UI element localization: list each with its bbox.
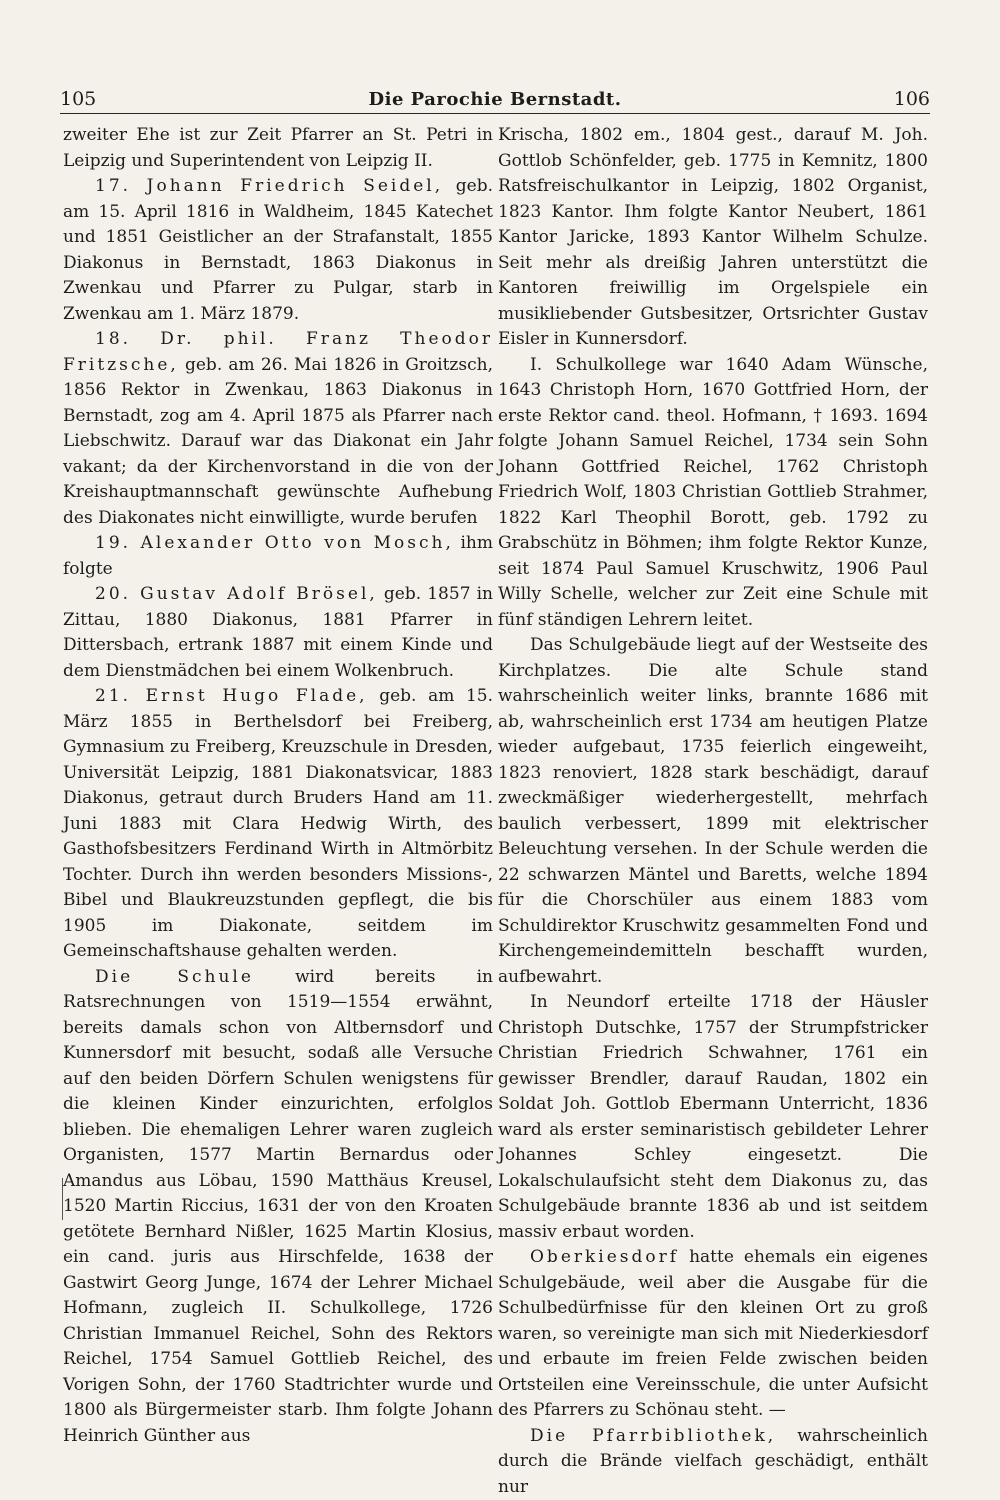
section-heading: Die Schule [95, 967, 254, 987]
paragraph: 20. Gustav Adolf Brösel, geb. 1857 in Zittau, 1880 Diakonus, 1881 Pfarrer in Dittersbach, ertrank 1887 mit einem Kinde und dem Dienstmädchen bei einem Wolkenbruch. [63, 582, 493, 684]
entry-name: 18. Dr. phil. Franz Theodor Fritzsche, [63, 329, 493, 375]
entry-name: 17. Johann Friedrich Seidel, [95, 176, 443, 196]
paragraph: Krischa, 1802 em., 1804 gest., darauf M. Joh. Gottlob Schönfelder, geb. 1775 in Kemnitz, 1800 Ratsfreischulkantor in Leipzig, 1802 Organist, 1823 Kantor. Ihm folgte Kantor Neubert, 1861 Kantor Jaricke, 1893 Kantor Wilhelm Schulze. Seit mehr als dreißig Jahren unterstützt die Kantoren freiwillig im Orgelspiele ein musikliebender Gutsbesitzer, Ortsrichter Gustav Eisler in Kunnersdorf. [498, 123, 928, 353]
paragraph: 18. Dr. phil. Franz Theodor Fritzsche, geb. am 26. Mai 1826 in Groitzsch, 1856 Rektor in Zwenkau, 1863 Diakonus in Bernstadt, zog am 4. April 1875 als Pfarrer nach Liebschwitz. Darauf war das Diakonat ein Jahr vakant; da der Kirchenvorstand in die von der Kreishauptmannschaft gewünschte Aufhebung des Diakonates nicht einwilligte, wurde berufen [63, 327, 493, 531]
running-header [60, 78, 930, 114]
entry-name: 19. Alexander Otto von Mosch, [95, 533, 454, 553]
paragraph: zweiter Ehe ist zur Zeit Pfarrer an St. Petri in Leipzig und Superintendent von Leipzig II. [63, 123, 493, 174]
section-heading: Oberkiesdorf [530, 1247, 679, 1267]
paragraph: Die Schule wird bereits in Ratsrechnungen von 1519—1554 erwähnt, bereits damals schon von Altbernsdorf und Kunnersdorf mit besucht, sodaß alle Versuche auf den beiden Dörfern Schulen wenigstens für die kleinen Kinder einzurichten, erfolglos blieben. Die ehemaligen Lehrer waren zugleich Organisten, 1577 Martin Bernardus oder Amandus aus Löbau, 1590 Matthäus Kreusel, 1520 Martin Riccius, 1631 der von den Kroaten getötete Bernhard Nißler, 1625 Martin Klosius, ein cand. juris aus Hirschfelde, 1638 der Gastwirt Georg Junge, 1674 der Lehrer Michael Hofmann, zugleich II. Schulkollege, 1726 Christian Immanuel Reichel, Sohn des Rektors Reichel, 1754 Samuel Gottlieb Reichel, des Vorigen Sohn, der 1760 Stadtrichter wurde und 1800 als Bürgermeister starb. Ihm folgte Johann Heinrich Günther aus [63, 965, 493, 1450]
page-number-right: 106 [894, 88, 930, 110]
running-title: Die Parochie Bernstadt. [369, 89, 622, 110]
paragraph: In Neundorf erteilte 1718 der Häusler Christoph Dutschke, 1757 der Strumpfstricker Christian Friedrich Schwahner, 1761 ein gewisser Brendler, darauf Raudan, 1802 ein Soldat Joh. Gottlob Ebermann Unterricht, 1836 ward als erster seminaristisch gebildeter Lehrer Johannes Schley eingesetzt. Die Lokalschulaufsicht steht dem Diakonus zu, das Schulgebäude brannte 1836 ab und ist seitdem massiv erbaut worden. [498, 990, 928, 1245]
entry-name: 21. Ernst Hugo Flade, [95, 686, 368, 706]
entry-name: 20. Gustav Adolf Brösel, [95, 584, 378, 604]
left-column [63, 123, 493, 1411]
paragraph: I. Schulkollege war 1640 Adam Wünsche, 1643 Christoph Horn, 1670 Gottfried Horn, der erste Rektor cand. theol. Hofmann, † 1693. 1694 folgte Johann Samuel Reichel, 1734 sein Sohn Johann Gottfried Reichel, 1762 Christoph Friedrich Wolf, 1803 Christian Gottlieb Strahmer, 1822 Karl Theophil Borott, geb. 1792 zu Grabschütz in Böhmen; ihm folgte Rektor Kunze, seit 1874 Paul Samuel Kruschwitz, 1906 Paul Willy Schelle, welcher zur Zeit eine Schule mit fünf ständigen Lehrern leitet. [498, 353, 928, 634]
right-column [498, 123, 928, 1411]
section-heading: Die Pfarrbibliothek, [530, 1426, 776, 1446]
margin-mark [62, 1178, 63, 1220]
paragraph: 19. Alexander Otto von Mosch, ihm folgte [63, 531, 493, 582]
page-number-left: 105 [60, 88, 96, 110]
paragraph: 17. Johann Friedrich Seidel, geb. am 15. April 1816 in Waldheim, 1845 Katechet und 1851 Geistlicher an der Strafanstalt, 1855 Diakonus in Bernstadt, 1863 Diakonus in Zwenkau und Pfarrer zu Pulgar, starb in Zwenkau am 1. März 1879. [63, 174, 493, 327]
paragraph: Oberkiesdorf hatte ehemals ein eigenes Schulgebäude, weil aber die Ausgabe für die Schulbedürfnisse für den kleinen Ort zu groß waren, so vereinigte man sich mit Niederkiesdorf und erbaute im freien Felde zwischen beiden Ortsteilen eine Vereinsschule, die unter Aufsicht des Pfarrers zu Schönau steht. — [498, 1245, 928, 1424]
paragraph: Die Pfarrbibliothek, wahrscheinlich durch die Brände vielfach geschädigt, enthält nur [498, 1424, 928, 1500]
paragraph: 21. Ernst Hugo Flade, geb. am 15. März 1855 in Berthelsdorf bei Freiberg, Gymnasium zu Freiberg, Kreuzschule in Dresden, Universität Leipzig, 1881 Diakonatsvicar, 1883 Diakonus, getraut durch Bruders Hand am 11. Juni 1883 mit Clara Hedwig Wirth, des Gasthofsbesitzers Ferdinand Wirth in Altmörbitz Tochter. Durch ihn werden besonders Missions-, Bibel und Blaukreuzstunden gepflegt, die bis 1905 im Diakonate, seitdem im Gemeinschaftshause gehalten werden. [63, 684, 493, 965]
paragraph: Das Schulgebäude liegt auf der Westseite des Kirchplatzes. Die alte Schule stand wahrscheinlich weiter links, brannte 1686 mit ab, wahrscheinlich erst 1734 am heutigen Platze wieder aufgebaut, 1735 feierlich eingeweiht, 1823 renoviert, 1828 stark beschädigt, darauf zweckmäßiger wiederhergestellt, mehrfach baulich verbessert, 1899 mit elektrischer Beleuchtung versehen. In der Schule werden die 22 schwarzen Mäntel und Baretts, welche 1894 für die Chorschüler aus einem 1883 vom Schuldirektor Kruschwitz gesammelten Fond und Kirchengemeindemitteln beschafft wurden, aufbewahrt. [498, 633, 928, 990]
